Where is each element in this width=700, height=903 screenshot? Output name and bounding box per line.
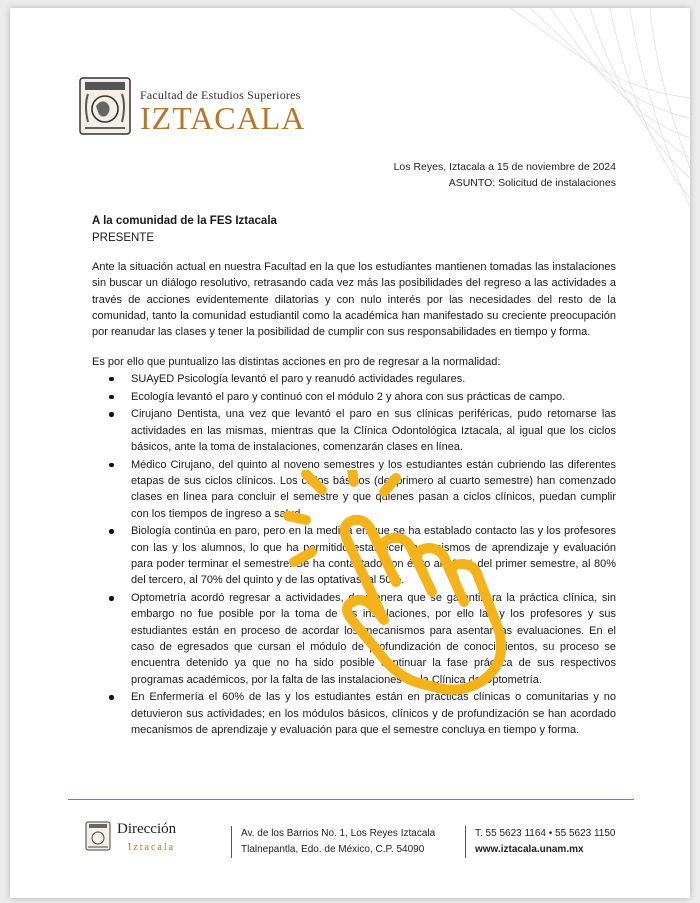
letter-footer [10,813,690,873]
list-item: SUAyED Psicología levantó el paro y reanudó actividades regulares. [131,371,616,387]
direccion-subtitle: Iztacala [128,842,176,853]
footer-address [241,826,435,858]
faculty-name: Facultad de Estudios Superiores [140,88,301,102]
unam-crest-icon [85,821,111,851]
website-link[interactable]: www.iztacala.unam.mx [475,844,584,855]
address-line-1: Av. de los Barrios No. 1, Los Reyes Iztacala [241,828,436,839]
address-line-2: Tlalnepantla, Edo. de México, C.P. 54090 [241,844,425,855]
list-item: Médico Cirujano, del quinto al noveno semestres y los estudiantes están cubriendo las diferentes etapas de sus ciclos clínicos. Los ciclos básicos (del primero al cuarto semestre) han comenzado clases en línea para concluir el semestre y que quienes pasan a ciclos clínicos, puedan cumplir con los tiempos de ingreso a salud. [131,457,616,522]
recipient-block [92,213,277,247]
date-line: Los Reyes, Iztacala a 15 de noviembre de 2024 [393,161,616,173]
presente-line: PRESENTE [92,232,154,244]
list-item: Biología continúa en paro, pero en la medida en que se ha establado contacto las y los profesores con las y los alumnos, lo que ha permitido establecer mecanismos de aprendizaje y evaluación para poder terminar el semestre. Se ha contactado con éxito al 100% del primer semestre, al 80% del tercero, al 70% del quinto y de las optativas, al 50%. [131,523,616,588]
pointing-hand-icon [272,470,532,700]
faculty-logo [78,76,318,140]
footer-contact [475,826,615,858]
subject-line: ASUNTO: Solicitud de instalaciones [448,177,616,189]
letter-meta [394,159,616,191]
list-intro: Es por ello que puntualizo las distintas acciones en pro de regresar a la normalidad: [92,356,501,369]
phone-line: T. 55 5623 1164 • 55 5623 1150 [475,828,616,839]
list-item: Ecología levantó el paro y continuó con el módulo 2 y ahora con sus prácticas de campo. [131,389,616,405]
brand-wordmark: IZTACALA [140,100,306,136]
recipient-line: A la comunidad de la FES Iztacala [92,215,277,227]
footer-separator [231,826,232,858]
letter-page [10,8,690,898]
unam-crest-icon [78,76,132,136]
direccion-title: Dirección [117,821,177,837]
body-paragraph: Ante la situación actual en nuestra Facultad en la que los estudiantes mantienen tomadas las instalaciones sin buscar un diálogo resolutivo, retrasando cada vez más las posibilidades del regreso a las actividades a través de acciones evidentemente dilatorias y con nulo interés por las necesidades del resto de la comunidad, tanto la comunidad estudiantil como la académica han manifestado su creciente preocupación por reanudar las clases y tener la posibilidad de cumplir con sus responsabilidades en tiempo y forma. [92,261,616,339]
footer-separator [465,826,466,858]
list-item: Optometría acordó regresar a actividades, de manera que se garantizara la práctica clínica, sin embargo no fue posible por la toma de las instalaciones, por ello las y los profesores y sus estudiantes están en proceso de acordar los mecanismos para asentar las evaluaciones. En el caso de egresados que cursan el módulo de profundización de conocimientos, su proceso se encuentra detenido ya que no ha sido posible continuar la fase práctica de sus respectivos programas académicos, por la falta de las instalaciones de la Clínica de Optometría. [131,590,616,688]
footer-divider [68,799,634,800]
list-item: En Enfermería el 60% de las y los estudiantes están en prácticas clínicas o comunitarias y no detuvieron sus actividades; en los módulos básicos, clínicos y de profundización se han acordado mecanismos de aprendizaje y evaluación para que el semestre concluya en tiempo y forma. [131,689,616,738]
list-item: Cirujano Dentista, una vez que levantó el paro en sus clínicas periféricas, pudo retomarse las actividades en las mismas, mientras que la Clínica Odontológica Iztacala, al igual que los ciclos básicos, ante la toma de instalaciones, comenzarán clases en línea. [131,406,616,455]
